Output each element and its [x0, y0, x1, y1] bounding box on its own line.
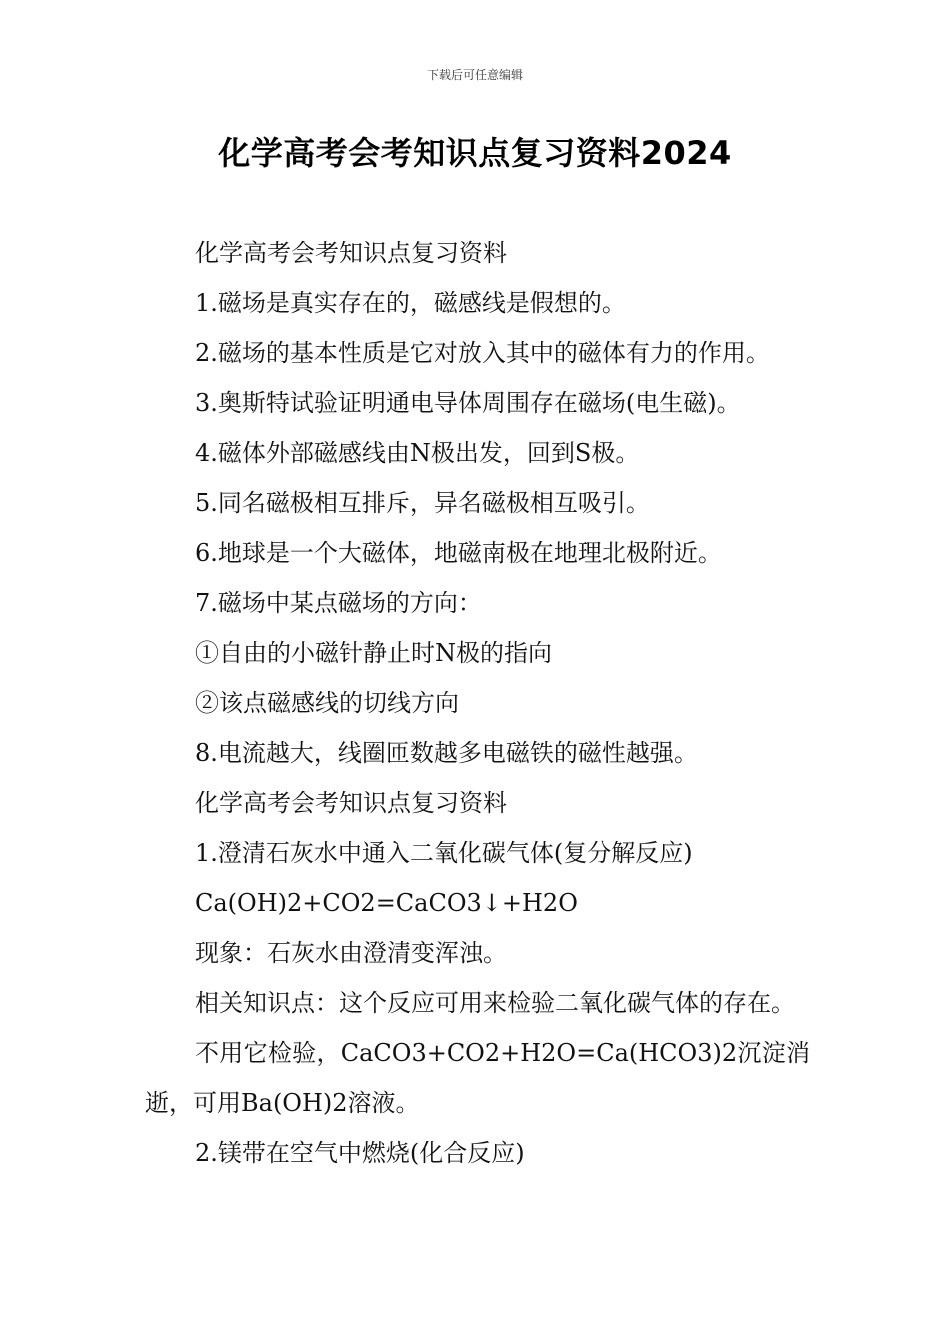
chemical-equation: Ca(OH)2+CO2=CaCO3↓+H2O [195, 889, 578, 917]
text-line: 6.地球是一个大磁体，地磁南极在地理北极附近。 [195, 539, 722, 567]
text-line: 1.磁场是真实存在的，磁感线是假想的。 [195, 289, 626, 317]
text-line: 5.同名磁极相互排斥，异名磁极相互吸引。 [195, 489, 650, 517]
text-line: 2.磁场的基本性质是它对放入其中的磁体有力的作用。 [195, 339, 770, 367]
section-heading: 化学高考会考知识点复习资料 [195, 239, 507, 267]
text-line: 1.澄清石灰水中通入二氧化碳气体(复分解反应) [195, 839, 693, 867]
text-line: ②该点磁感线的切线方向 [195, 689, 459, 717]
paragraph: 相关知识点：这个反应可用来检验二氧化碳气体的存在。 [195, 989, 795, 1017]
header-note: 下载后可任意编辑 [426, 68, 523, 82]
text-line: 2.镁带在空气中燃烧(化合反应) [195, 1139, 525, 1167]
document-body [145, 228, 810, 1178]
text-line: 现象：石灰水由澄清变浑浊。 [195, 939, 507, 967]
document-title: 化学高考会考知识点复习资料2024 [218, 134, 732, 172]
text-line: 7.磁场中某点磁场的方向： [195, 589, 482, 617]
text-line: 8.电流越大，线圈匝数越多电磁铁的磁性越强。 [195, 739, 698, 767]
text-line: ①自由的小磁针静止时N极的指向 [195, 639, 552, 667]
text-line: 3.奥斯特试验证明通电导体周围存在磁场(电生磁)。 [195, 389, 741, 417]
paragraph: 不用它检验，CaCO3+CO2+H2O=Ca(HCO3)2沉淀消逝，可用Ba(OH)2溶液。 [145, 1039, 810, 1117]
text-line: 4.磁体外部磁感线由N极出发，回到S极。 [195, 439, 640, 467]
section-heading: 化学高考会考知识点复习资料 [195, 789, 507, 817]
